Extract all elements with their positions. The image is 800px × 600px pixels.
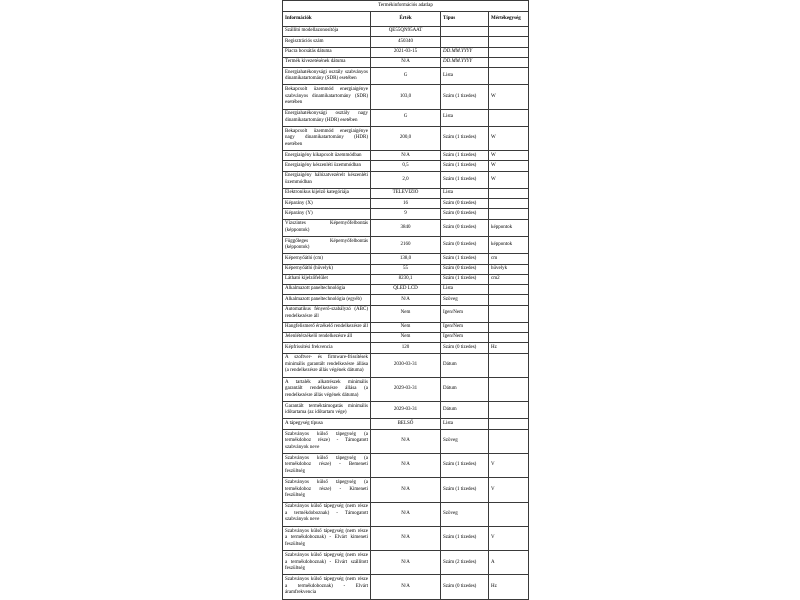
type-cell: DD.MM.YYYY (441, 47, 489, 57)
type-cell: Dátum (441, 402, 489, 419)
type-cell: Szám (1 tizedes) (441, 126, 489, 150)
title-row (283, 1, 529, 12)
unit-cell (489, 429, 529, 453)
unit-cell (489, 199, 529, 209)
info-cell: Alkalmazott paneltechnológia (283, 285, 371, 295)
header-mertekegyseg: Mértékegység (489, 12, 529, 27)
value-cell: 0,5 (371, 161, 441, 171)
unit-cell: V (489, 453, 529, 477)
table-row (283, 161, 529, 171)
unit-cell (489, 353, 529, 377)
info-cell: Képarány (X) (283, 199, 371, 209)
type-cell: Igen/Nem (441, 322, 489, 332)
unit-cell: V (489, 526, 529, 550)
info-cell: Jelenlétérzékelő rendelkezésre áll (283, 333, 371, 343)
table-row (283, 209, 529, 219)
type-cell: Szám (1 tizedes) (441, 274, 489, 284)
info-cell: Energiaigény készenléti üzemmódban (283, 161, 371, 171)
table-row (283, 126, 529, 150)
unit-cell: W (489, 85, 529, 109)
table-row (283, 57, 529, 67)
info-cell: Automatikus fényerő-szabályzó (ABC) rendelkezésre áll (283, 305, 371, 322)
unit-cell: képpontok (489, 219, 529, 236)
type-cell: DD.MM.YYYY (441, 57, 489, 67)
type-cell: Szöveg (441, 502, 489, 526)
unit-cell (489, 402, 529, 419)
table-row (283, 199, 529, 209)
info-cell: Képarány (Y) (283, 209, 371, 219)
type-cell: Szám (1 tizedes) (441, 526, 489, 550)
value-cell: N/A (371, 295, 441, 305)
value-cell: N/A (371, 575, 441, 600)
unit-cell (489, 502, 529, 526)
unit-cell (489, 377, 529, 401)
table-row (283, 85, 529, 109)
type-cell: Lista (441, 419, 489, 429)
info-cell: Hangfelismerő érzékelő rendelkezésre áll (283, 322, 371, 332)
table-row (283, 27, 529, 37)
type-cell: Lista (441, 188, 489, 198)
info-cell: Szabványos külső tápegység (nem része a termékdoboznak) - Támogatott szabványok neve (283, 502, 371, 526)
value-cell: 3840 (371, 219, 441, 236)
product-datasheet (282, 0, 528, 600)
header-tipus: Típus (441, 12, 489, 27)
table-row (283, 575, 529, 600)
unit-cell (489, 295, 529, 305)
table-row (283, 109, 529, 126)
type-cell: Szám (0 tizedes) (441, 199, 489, 209)
value-cell: QE55QN95AAT (371, 27, 441, 37)
value-cell: 450340 (371, 37, 441, 47)
value-cell: 2030-03-31 (371, 353, 441, 377)
unit-cell: Hz (489, 575, 529, 600)
table-row (283, 353, 529, 377)
unit-cell (489, 305, 529, 322)
table-row (283, 68, 529, 85)
info-cell: Szabványos külső tápegység (a termékdoboz része) - Kimeneti feszültség (283, 478, 371, 502)
info-cell: Látható kijelzőfelület (283, 274, 371, 284)
value-cell: 103,0 (371, 85, 441, 109)
unit-cell: W (489, 161, 529, 171)
type-cell: Szám (2 tizedes) (441, 551, 489, 575)
unit-cell (489, 47, 529, 57)
unit-cell: V (489, 478, 529, 502)
type-cell: Szám (1 tizedes) (441, 151, 489, 161)
type-cell: Szám (0 tizedes) (441, 209, 489, 219)
type-cell: Dátum (441, 353, 489, 377)
value-cell: N/A (371, 526, 441, 550)
type-cell: Igen/Nem (441, 305, 489, 322)
table-row (283, 219, 529, 236)
info-cell: Garantált terméktámogatás minimális időtartama (az időtartam vége) (283, 402, 371, 419)
value-cell: 2029-03-31 (371, 402, 441, 419)
unit-cell (489, 37, 529, 47)
table-row (283, 254, 529, 264)
type-cell: Lista (441, 68, 489, 85)
product-datasheet-table (282, 0, 529, 600)
info-cell: Elektronikus kijelző kategóriája (283, 188, 371, 198)
info-cell: Termék kivezetésének dátuma (283, 57, 371, 67)
unit-cell: cm (489, 254, 529, 264)
unit-cell (489, 188, 529, 198)
table-row (283, 274, 529, 284)
info-cell: Vízszintes Képernyőfelbontás (képpontok) (283, 219, 371, 236)
header-ertek: Érték (371, 12, 441, 27)
info-cell: Képfrissítési frekvencia (283, 343, 371, 353)
value-cell: 120 (371, 343, 441, 353)
type-cell: Szám (0 tizedes) (441, 236, 489, 253)
header-row (283, 12, 529, 27)
unit-cell (489, 322, 529, 332)
info-cell: Képernyőátló (hüvelyk) (283, 264, 371, 274)
table-row (283, 453, 529, 477)
type-cell: Lista (441, 285, 489, 295)
table-row (283, 551, 529, 575)
table-row (283, 322, 529, 332)
table-body (283, 27, 529, 600)
value-cell: N/A (371, 429, 441, 453)
table-title: Termékinformációs adatlap (283, 1, 529, 12)
value-cell: N/A (371, 453, 441, 477)
unit-cell: hüvelyk (489, 264, 529, 274)
type-cell (441, 37, 489, 47)
type-cell: Szám (1 tizedes) (441, 85, 489, 109)
value-cell: 8230,1 (371, 274, 441, 284)
type-cell: Szám (0 tizedes) (441, 219, 489, 236)
value-cell: N/A (371, 57, 441, 67)
value-cell: N/A (371, 478, 441, 502)
type-cell: Szám (1 tizedes) (441, 171, 489, 188)
table-row (283, 343, 529, 353)
info-cell: Képernyőátló (cm) (283, 254, 371, 264)
table-row (283, 285, 529, 295)
value-cell: 2,0 (371, 171, 441, 188)
info-cell: Szabványos külső tápegység (nem része a termékdoboznak) - Elvárt kimeneti feszültség (283, 526, 371, 550)
table-row (283, 295, 529, 305)
type-cell: Lista (441, 109, 489, 126)
table-row (283, 37, 529, 47)
table-row (283, 151, 529, 161)
value-cell: N/A (371, 551, 441, 575)
info-cell: Szabványos külső tápegység (nem része a termékdoboznak) - Elvárt áramfrekvencia (283, 575, 371, 600)
value-cell: N/A (371, 502, 441, 526)
type-cell: Szám (1 tizedes) (441, 254, 489, 264)
unit-cell: cm2 (489, 274, 529, 284)
info-cell: Regisztrációs szám (283, 37, 371, 47)
table-row (283, 171, 529, 188)
table-row (283, 188, 529, 198)
value-cell: Nem (371, 333, 441, 343)
info-cell: Szállító modellazonosítója (283, 27, 371, 37)
info-cell: Bekapcsolt üzemmód energiaigénye szabványos dinamikatartomány (SDR) esetében (283, 85, 371, 109)
value-cell: 9 (371, 209, 441, 219)
unit-cell (489, 419, 529, 429)
value-cell: Nem (371, 305, 441, 322)
value-cell: BELSŐ (371, 419, 441, 429)
info-cell: A tartalék alkatrészek minimális garantált rendelkezésre állása (a rendelkezésre állás végének dátuma) (283, 377, 371, 401)
value-cell: N/A (371, 151, 441, 161)
type-cell: Szám (1 tizedes) (441, 478, 489, 502)
unit-cell: W (489, 151, 529, 161)
value-cell: G (371, 109, 441, 126)
unit-cell: Hz (489, 343, 529, 353)
unit-cell: A (489, 551, 529, 575)
header-informaciok: Információk (283, 12, 371, 27)
unit-cell: W (489, 171, 529, 188)
info-cell: A tápegység típusa (283, 419, 371, 429)
info-cell: Alkalmazott paneltechnológia (egyéb) (283, 295, 371, 305)
info-cell: Piacra bocsátás dátuma (283, 47, 371, 57)
info-cell: Szabványos külső tápegység (a termékdoboz része) - Bemeneti feszültség (283, 453, 371, 477)
type-cell: Szám (1 tizedes) (441, 161, 489, 171)
value-cell: G (371, 68, 441, 85)
table-row (283, 236, 529, 253)
info-cell: Függőleges Képernyőfelbontás (képpontok) (283, 236, 371, 253)
table-row (283, 402, 529, 419)
table-row (283, 47, 529, 57)
value-cell: 200,0 (371, 126, 441, 150)
info-cell: Energiaigény hálózatvezérelt készenléti üzemmódban (283, 171, 371, 188)
value-cell: TELEVÍZIÓ (371, 188, 441, 198)
table-row (283, 429, 529, 453)
info-cell: Energiahatékonysági osztály szabványos dinamikatartomány (SDR) esetében (283, 68, 371, 85)
table-row (283, 526, 529, 550)
type-cell: Szöveg (441, 295, 489, 305)
value-cell: QLED LCD (371, 285, 441, 295)
table-row (283, 264, 529, 274)
unit-cell (489, 68, 529, 85)
unit-cell (489, 209, 529, 219)
value-cell: 16 (371, 199, 441, 209)
type-cell (441, 27, 489, 37)
type-cell: Szám (0 tizedes) (441, 264, 489, 274)
type-cell: Szöveg (441, 429, 489, 453)
info-cell: Szabványos külső tápegység (nem része a termékdoboznak) - Elvárt szállított feszültség (283, 551, 371, 575)
value-cell: 55 (371, 264, 441, 274)
value-cell: 2029-03-31 (371, 377, 441, 401)
type-cell: Igen/Nem (441, 333, 489, 343)
value-cell: 2021-03-15 (371, 47, 441, 57)
value-cell: 138,0 (371, 254, 441, 264)
value-cell: Nem (371, 322, 441, 332)
type-cell: Szám (0 tizedes) (441, 575, 489, 600)
unit-cell: képpontok (489, 236, 529, 253)
value-cell: 2160 (371, 236, 441, 253)
table-row (283, 305, 529, 322)
unit-cell (489, 57, 529, 67)
table-row (283, 333, 529, 343)
table-row (283, 419, 529, 429)
type-cell: Dátum (441, 377, 489, 401)
table-row (283, 502, 529, 526)
info-cell: A szoftver- és firmware-frissítések minimális garantált rendelkezésre állása (a rendelkezésre állás végének dátuma) (283, 353, 371, 377)
unit-cell (489, 27, 529, 37)
info-cell: Bekapcsolt üzemmód energiaigénye nagy dinamikatartomány (HDR) esetében (283, 126, 371, 150)
type-cell: Szám (1 tizedes) (441, 453, 489, 477)
info-cell: Szabványos külső tápegység (a termékdoboz része) - Támogatott szabványok neve (283, 429, 371, 453)
unit-cell (489, 285, 529, 295)
table-row (283, 377, 529, 401)
unit-cell (489, 109, 529, 126)
unit-cell: W (489, 126, 529, 150)
type-cell: Szám (0 tizedes) (441, 343, 489, 353)
info-cell: Energiaigény kikapcsolt üzemmódban (283, 151, 371, 161)
unit-cell (489, 333, 529, 343)
info-cell: Energiahatékonysági osztály nagy dinamikatartomány (HDR) esetében (283, 109, 371, 126)
table-row (283, 478, 529, 502)
